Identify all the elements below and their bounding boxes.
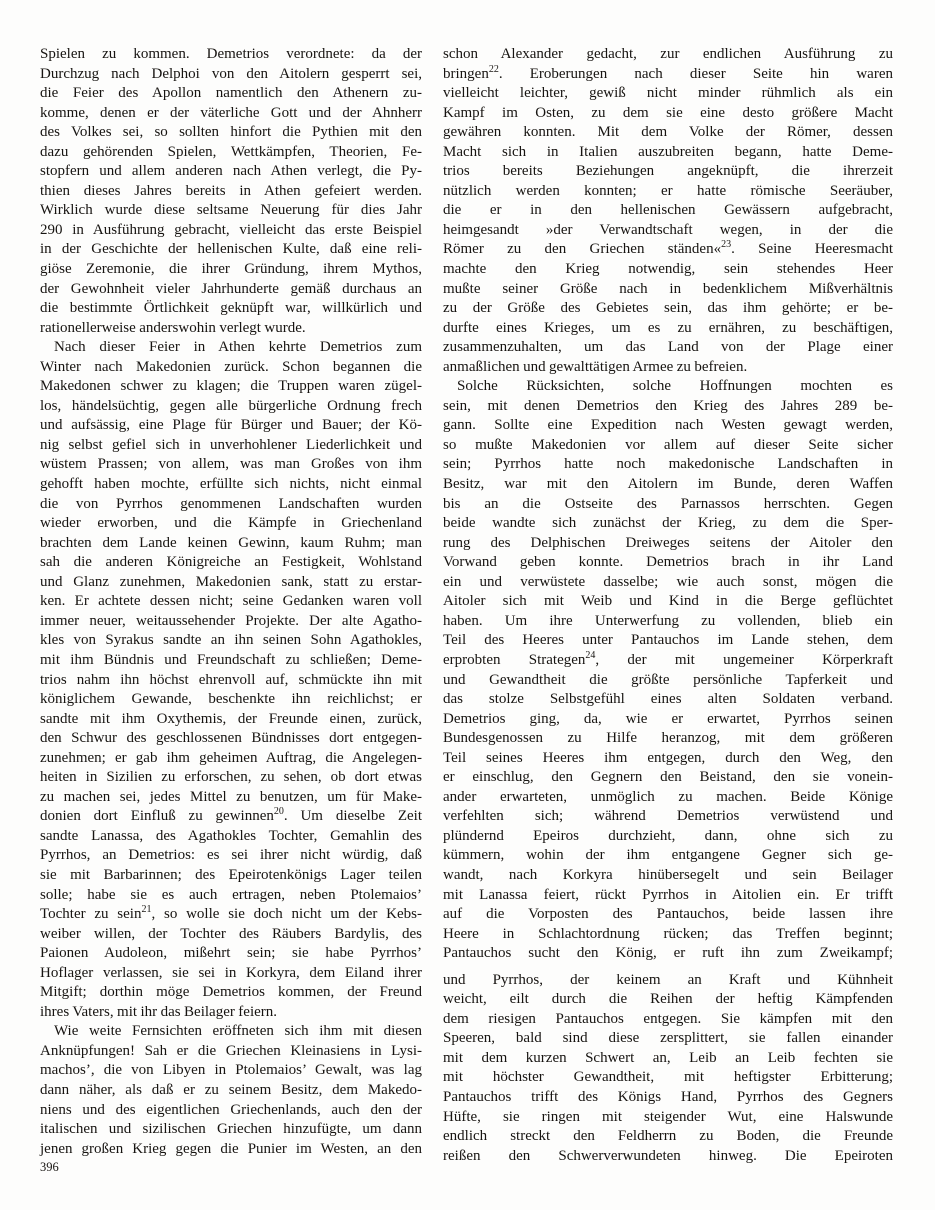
text-line: dazu gehörenden Spielen, Wettkämpfen, Theorien, Fe-: [40, 143, 422, 160]
text-line: Heere in Schlachtordnung rücken; das Treffen beginnt;: [443, 925, 893, 942]
text-line: mußte seiner Größe nach in bedenklichem Mißverhältnis: [443, 280, 893, 297]
text-line: giöse Zeremonie, die ihrer Gründung, ihrem Mythos,: [40, 261, 422, 278]
text-line: durfte eines Krieges, um es zu ernähren, zu beschäftigen,: [443, 319, 893, 336]
text-line: mit dem kurzen Schwert an, Leib an Leib fechten sie: [443, 1049, 893, 1066]
text-line: Römer zu den Griechen ständen«$^{23}$. Seine Heeresmacht: [443, 239, 894, 258]
text-line: und aufsässig, eine Plage für Bürger und Bauer; der Kö-: [40, 417, 422, 434]
text-line: trios nahm ihn höchst ehrenvoll auf, schmückte ihn mit: [40, 671, 422, 688]
text-line: anmaßlichen und gewalttätigen Armee zu befreien.: [443, 358, 748, 375]
text-line: nützlich werden konnten; er hatte römische Seeräuber,: [443, 182, 893, 199]
text-line: trios bereits Beziehungen angeknüpft, die ihrerzeit: [443, 163, 893, 180]
text-line: er einschlug, den Gegnern den Beistand, den sie vonein-: [443, 769, 893, 786]
text-line: zu der Größe des Gebietes sein, das ihm gehörte; er be-: [443, 300, 893, 317]
text-line: endlich streckt den Feldherrn zu Boden, die Freunde: [443, 1128, 893, 1145]
text-line: Wirklich wurde diese seltsame Neuerung für dies Jahr: [40, 202, 422, 219]
text-line: des Volkes sei, so sollten hinfort die Pythien mit den: [40, 124, 422, 141]
text-line: erprobten Strategen$^{24}$, der mit ungemeiner Körperkraft: [443, 649, 893, 668]
text-line: Wie weite Fernsichten eröffneten sich ihm mit diesen: [54, 1023, 422, 1040]
text-line: Solche Rücksichten, solche Hoffnungen mochten es: [457, 378, 893, 395]
text-line: machos’, die von Libyen in Ptolemaios’ Gewalt, was lag: [40, 1062, 422, 1079]
text-line: bringen$^{22}$. Eroberungen nach dieser Seite hin waren: [443, 63, 893, 82]
text-line: der Gewohnheit vieler Jahrhunderte gemäß durchaus an: [40, 280, 422, 297]
text-line: Hüfte, sie ringen mit steigender Wut, eine Halswunde: [443, 1108, 893, 1125]
text-line: kles von Syrakus sandte an ihn seinen Sohn Agathokles,: [40, 632, 422, 649]
text-line: bis an die Ostseite des Parnassos herrschten. Gegen: [443, 495, 893, 512]
text-line: Teil seines Heeres ihm entgegen, durch den Weg, den: [443, 749, 893, 766]
text-line: Paionen Audoleon, mißehrt sein; sie habe Pyrrhos’: [40, 945, 422, 962]
footnote-reference: 23: [721, 239, 732, 251]
text-line: Vorwand geben konnte. Demetrios brach in ihr Land: [443, 554, 893, 571]
text-line: Durchzug nach Delphoi von den Aitolern gesperrt sei,: [40, 65, 422, 82]
text-line: kümmern, wohin der ihm entgangene Gegner sich ge-: [443, 847, 893, 864]
text-line: mit Lanassa feiert, rückt Pyrrhos in Aitolien ein. Er trifft: [443, 886, 893, 903]
text-line: wieder erworben, und die Kämpfe in Griechenland: [40, 515, 422, 532]
footnote-reference: 20: [273, 806, 284, 818]
text-line: Spielen zu kommen. Demetrios verordnete: da der: [40, 46, 422, 62]
text-line: den Schwur des geschlossenen Bündnisses dort entgegen-: [40, 730, 422, 747]
text-line: 290 in Ausführung gebracht, vielleicht das erste Beispiel: [40, 221, 422, 238]
text-line: ein und verwüstete dasselbe; wie auch sonst, mögen die: [443, 573, 893, 590]
text-line: Nach dieser Feier in Athen kehrte Demetrios zum: [54, 339, 422, 356]
text-line: italischen und sizilischen Griechen hinzufügte, um dann: [40, 1121, 422, 1138]
text-line: verfehlten sich; während Demetrios verwüstend und: [443, 808, 893, 825]
footnote-reference: 21: [141, 904, 152, 916]
text-line: Besitz, war mit den Aitolern im Bunde, deren Waffen: [443, 476, 893, 493]
text-line: wandt, nach Korkyra hinübersegelt und sein Beilager: [443, 866, 893, 883]
text-line: Speeren, bald sind diese zersplittert, sie fallen einander: [443, 1030, 893, 1047]
text-line: Pantauchos trifft des Königs Hand, Pyrrhos des Gegners: [443, 1088, 893, 1105]
text-line: die von Pyrrhos genommenen Landschaften wurden: [40, 495, 422, 512]
text-line: sein, mit denen Demetrios den Krieg des Jahres 289 be-: [443, 397, 893, 414]
text-line: thien dieses Jahres bereits in Athen gefeiert werden.: [40, 182, 422, 199]
text-line: Mitgift; dorthin möge Demetrios kommen, der Freund: [40, 984, 422, 1001]
text-line: Macht sich in Italien auszubreiten begann, hatte Deme-: [443, 143, 893, 160]
text-line: Hoflager verlassen, sie sei in Korkyra, dem Eiland ihrer: [40, 964, 422, 981]
left-text-column: [40, 45, 422, 1159]
text-line: dem riesigen Pantauchos entgegen. Sie kämpfen mit den: [443, 1010, 893, 1027]
text-line: gehofft haben mochte, erfüllte sich nichts, nicht einmal: [40, 476, 422, 493]
text-line: Tochter zu sein$^{21}$, so wolle sie doch nicht um der Kebs-: [40, 904, 422, 923]
text-line: dann näher, als daß er zu seinem Besitz, dem Makedo-: [40, 1081, 422, 1098]
text-line: vielleicht leichter, gewiß nicht minder rühmlich als ein: [443, 85, 893, 102]
text-line: Demetrios ging, da, wie er erwartet, Pyrrhos seinen: [443, 710, 893, 727]
text-line: heiten in Sizilien zu erforschen, zu sehen, ob dort etwas: [40, 769, 422, 786]
text-line: Pyrrhos, an Demetrios: es sei ihrer nicht würdig, daß: [40, 847, 422, 864]
text-line: Anknüpfungen! Sah er die Griechen Kleinasiens in Lysi-: [40, 1042, 422, 1059]
text-line: schon Alexander gedacht, zur endlichen Ausführung zu: [443, 46, 893, 62]
text-line: donien dort Einfluß zu gewinnen$^{20}$. Um dieselbe Zeit: [40, 806, 422, 825]
text-line: brachten dem Lande keinen Gewinn, kaum Ruhm; man: [40, 534, 422, 551]
text-line: weicht, eilt durch die Reihen der heftig Kämpfenden: [443, 991, 893, 1008]
text-line: so mußte Makedonien vor allem auf dieser Seite sicher: [443, 436, 893, 453]
text-line: komme, denen er der väterliche Gott und der Ahnherr: [40, 104, 422, 121]
text-line: Teil des Heeres unter Pantauchos im Lande stehen, dem: [443, 632, 893, 649]
text-line: los, händelsüchtig, gegen alle bürgerliche Ordnung frech: [40, 397, 422, 414]
page-number: 396: [40, 1160, 59, 1174]
text-line: sein; Pyrrhos hatte noch makedonische Landschaften in: [443, 456, 893, 473]
text-line: gann. Sollte eine Expedition nach Westen gewagt werden,: [443, 417, 893, 434]
footnote-reference: 24: [585, 649, 596, 661]
text-line: und Pyrrhos, der keinem an Kraft und Kühnheit: [443, 971, 893, 988]
text-line: in der Geschichte der hellenischen Kulte, daß eine reli-: [40, 241, 422, 258]
text-line: sie mit Barbarinnen; des Epeirotenkönigs Lager teilen: [40, 866, 422, 883]
text-line: Pantauchos sucht den König, er ruft ihn zum Zweikampf;: [443, 945, 893, 962]
text-line: die er in den hellenischen Gewässern aufgebracht,: [443, 202, 893, 219]
text-line: zunehmen; er gab ihm geheimen Auftrag, die Angelegen-: [40, 749, 422, 766]
text-line: plündernd Epeiros durchzieht, dann, ohne sich zu: [443, 827, 893, 844]
text-line: Makedonen schwer zu klagen; die Truppen waren zügel-: [40, 378, 422, 395]
text-line: die Feier des Apollon namentlich den Athenern zu-: [40, 85, 422, 102]
text-line: ihres Vaters, mit ihr das Beilager feiern.: [40, 1003, 278, 1020]
text-line: und Glanz zunehmen, Makedonien sank, statt zu erstar-: [40, 573, 422, 590]
text-line: und Gewandtheit die größte persönliche Tapferkeit und: [443, 671, 893, 688]
text-line: jenen großen Krieg gegen die Punier im Westen, an den: [40, 1140, 422, 1157]
text-line: niens und des eigentlichen Griechenlands, auch den der: [40, 1101, 422, 1118]
text-line: sandte Lanassa, des Agathokles Tochter, Gemahlin des: [40, 827, 422, 844]
text-line: Bundesgenossen zu Hilfe heranzog, mit dem größeren: [443, 730, 893, 747]
text-line: weiber willen, der Tochter des Räubers Bardylis, des: [40, 925, 422, 942]
text-line: gewähren konnten. Mit dem Volke der Römer, dessen: [443, 124, 893, 141]
right-text-column: [443, 45, 893, 1166]
text-line: rationellerweise anderswohin verlegt wurde.: [40, 319, 306, 336]
text-line: zu machen sei, jedes Mittel zu benutzen, um für Make-: [40, 788, 422, 805]
text-line: stopfern und allem anderen nach Athen verlegt, die Py-: [40, 163, 422, 180]
text-line: mit ihm Bündnis und Freundschaft zu schließen; Deme-: [40, 651, 422, 668]
footnote-reference: 22: [488, 63, 499, 75]
text-line: Kampf im Osten, zu dem sie eine desto größere Macht: [443, 104, 893, 121]
text-line: rung des Delphischen Dreiweges seitens der Aitoler den: [443, 534, 893, 551]
text-line: sandte mit ihm Oxythemis, der Freunde einen, zurück,: [40, 710, 422, 727]
text-line: machte den Krieg notwendig, sein stehendes Heer: [443, 261, 893, 278]
text-line: solle; habe sie es auch ertragen, neben Ptolemaios’: [40, 886, 422, 903]
text-line: mit höchster Gewandtheit, mit heftigster Erbitterung;: [443, 1069, 893, 1086]
text-line: reißen den Schwerverwundeten hinweg. Die Epeiroten: [443, 1147, 893, 1164]
text-line: heimgesandt »der Verwandtschaft wegen, in der die: [443, 221, 893, 238]
text-line: königlichem Gewande, beschenkte ihn reichlichst; er: [40, 691, 422, 708]
text-line: nig selbst gefiel sich in unverhohlener Liederlichkeit und: [40, 436, 422, 453]
text-line: auf die Vorposten des Pantauchos, beide lassen ihre: [443, 906, 893, 923]
text-line: ander erwarteten, unmöglich zu machen. Beide Könige: [443, 788, 893, 805]
text-line: das stolze Selbstgefühl eines alten Soldaten verband.: [443, 691, 893, 708]
text-line: sah die anderen Königreiche an Festigkeit, Wohlstand: [40, 554, 422, 571]
text-line: haben. Um ihre Unterwerfung zu vollenden, blieb ein: [443, 612, 893, 629]
text-line: ken. Er achtete dessen nicht; seine Gedanken waren voll: [40, 593, 422, 610]
text-line: Winter nach Makedonien zurück. Schon begannen die: [40, 358, 422, 375]
text-line: beide wandte sich zunächst der Krieg, zu dem die Sper-: [443, 515, 893, 532]
text-line: Aitoler sich mit Weib und Kind in die Berge geflüchtet: [443, 593, 893, 610]
text-line: zusammenzuhalten, um das Land von der Plage einer: [443, 339, 893, 356]
text-line: die bestimmte Örtlichkeit geknüpft war, willkürlich und: [40, 300, 422, 317]
text-line: immer neuer, weitaussehender Projekte. Der alte Agatho-: [40, 612, 422, 629]
text-line: wüstem Prassen; von allem, was man Großes von ihm: [40, 456, 422, 473]
